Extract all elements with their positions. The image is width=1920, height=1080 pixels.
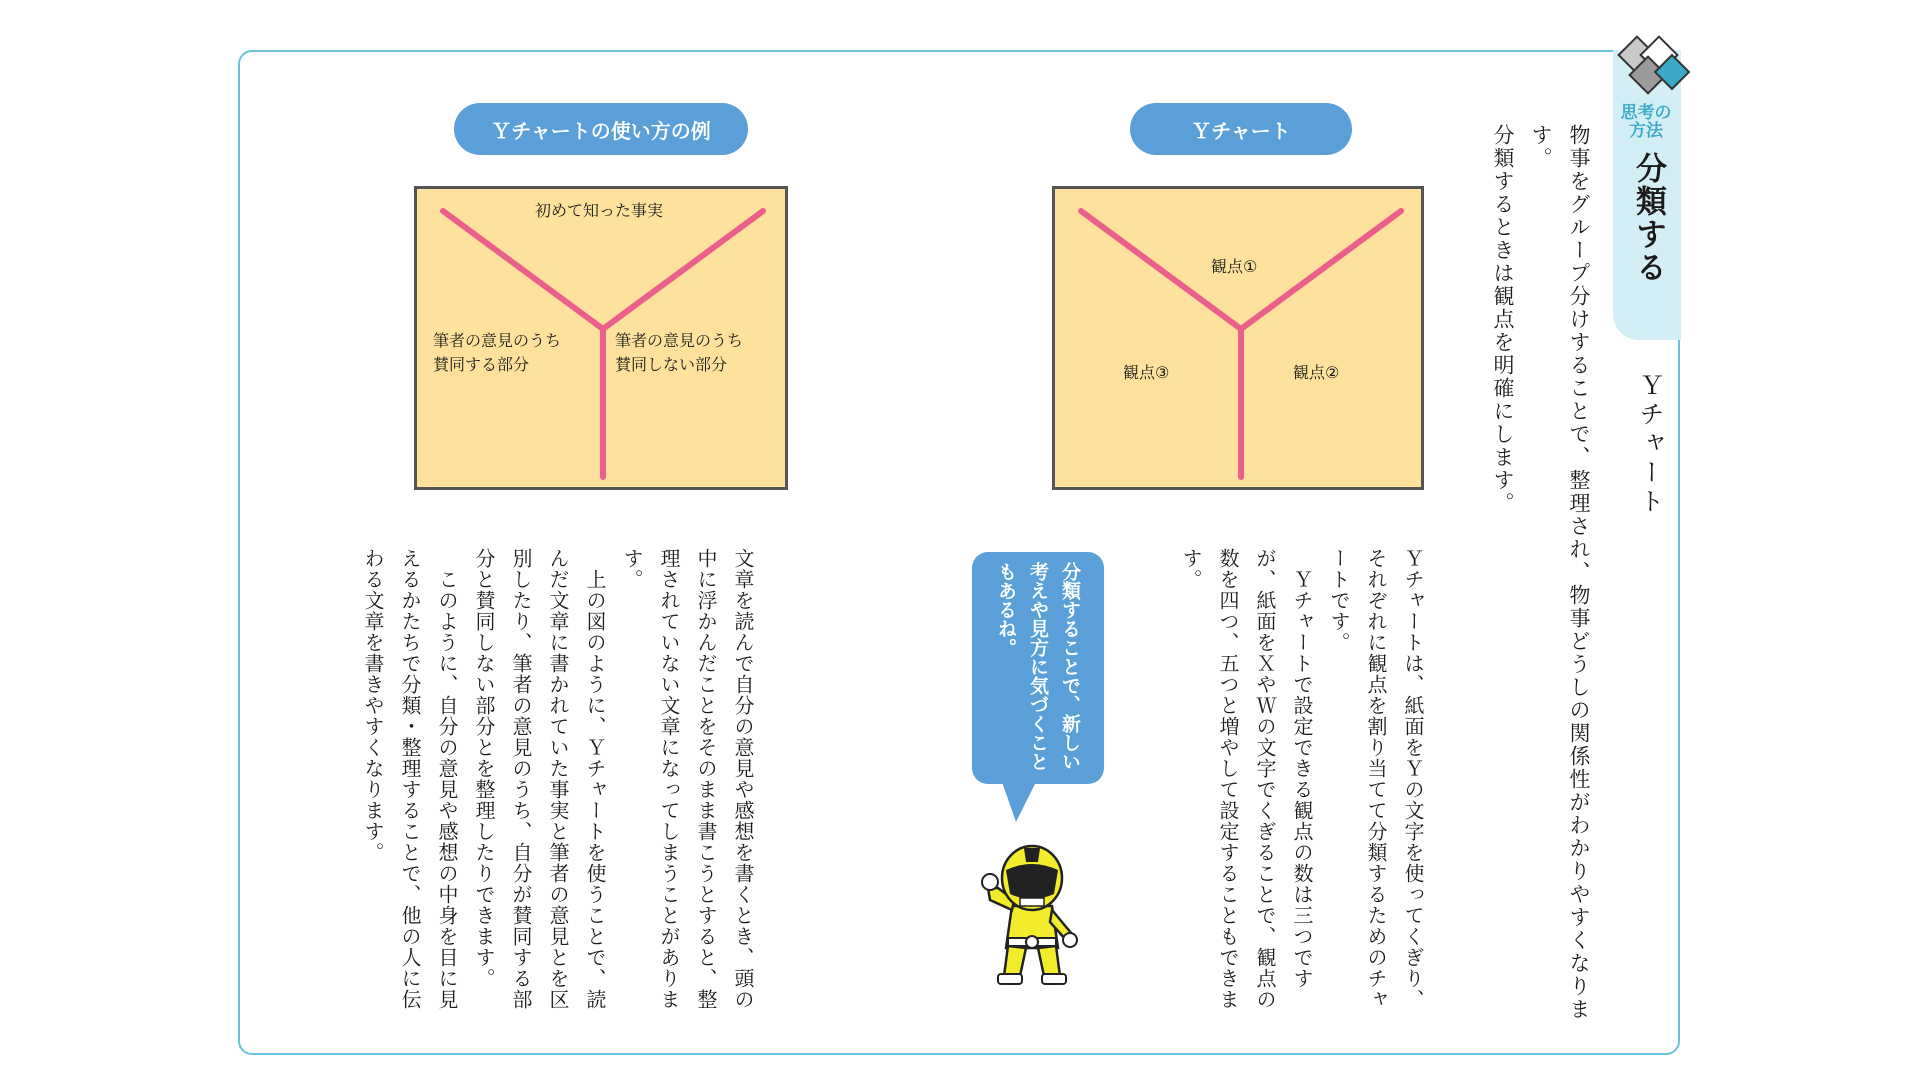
viewpoint-1-label: 観点①: [1211, 257, 1258, 276]
example-right-label: 筆者の意見のうち 賛同しない部分: [615, 331, 744, 374]
puzzle-icon: [1612, 28, 1692, 108]
ychart-explanation: Ｙチャートは、紙面をＹの文字を使ってくぎり、それぞれに観点を割り当てて分類するためのチャートです。 Ｙチャートで設定できる観点の数は三つですが、紙面をＸやＷの文字でくぎることで、観点の数を四つ、五つと増やして設定することもできます。: [1179, 548, 1425, 1010]
example-y-line-right: [603, 211, 763, 329]
example-left-label: 筆者の意見のうち 賛同する部分: [433, 331, 562, 374]
thinking-method-tag: 思考の 方法: [1620, 103, 1672, 141]
page-title: 分類する: [1630, 152, 1666, 284]
ychart-lines: [1055, 189, 1421, 487]
ychart-diagram: [1052, 186, 1424, 490]
viewpoint-3-label: 観点③: [1123, 363, 1170, 382]
ychart-example-diagram: [414, 186, 788, 490]
intro-text: 物事をグループ分けすることで、整理され、物事どうしの関係性がわかりやすくなります。 分類するときは観点を明確にします。: [1491, 124, 1591, 1021]
viewpoint-2-label: 観点②: [1293, 363, 1340, 382]
example-y-line-left: [443, 211, 603, 329]
example-explanation: 文章を読んで自分の意見や感想を書くとき、頭の中に浮かんだことをそのまま書こうとすると、整理されていない文章になってしまうことがあります。 上の図のように、Ｙチャートを使うことで、読んだ文章に書かれていた事実と筆者の意見とを区別したり、筆者の意見のうち、自分が賛同する部分と賛同しない部分とを整理したりできます。 このように、自分の意見や感想の中身を目に見えるかたちで分類・整理することで、他の人に伝わる文章を書きやすくなります。: [361, 548, 755, 1010]
example-top-label: 初めて知った事実: [535, 201, 664, 220]
section-heading: Ｙチャート: [1636, 372, 1665, 517]
pill-ychart: Ｙチャート: [1130, 103, 1352, 155]
pill-ychart-example: Ｙチャートの使い方の例: [454, 103, 748, 155]
speech-bubble-tail: [1002, 782, 1036, 822]
y-line-right: [1241, 211, 1401, 329]
speech-bubble-text: 分類することで、新しい考えや見方に気づくこともあるね。: [995, 562, 1081, 771]
yellow-hero-character-icon: [968, 840, 1096, 990]
